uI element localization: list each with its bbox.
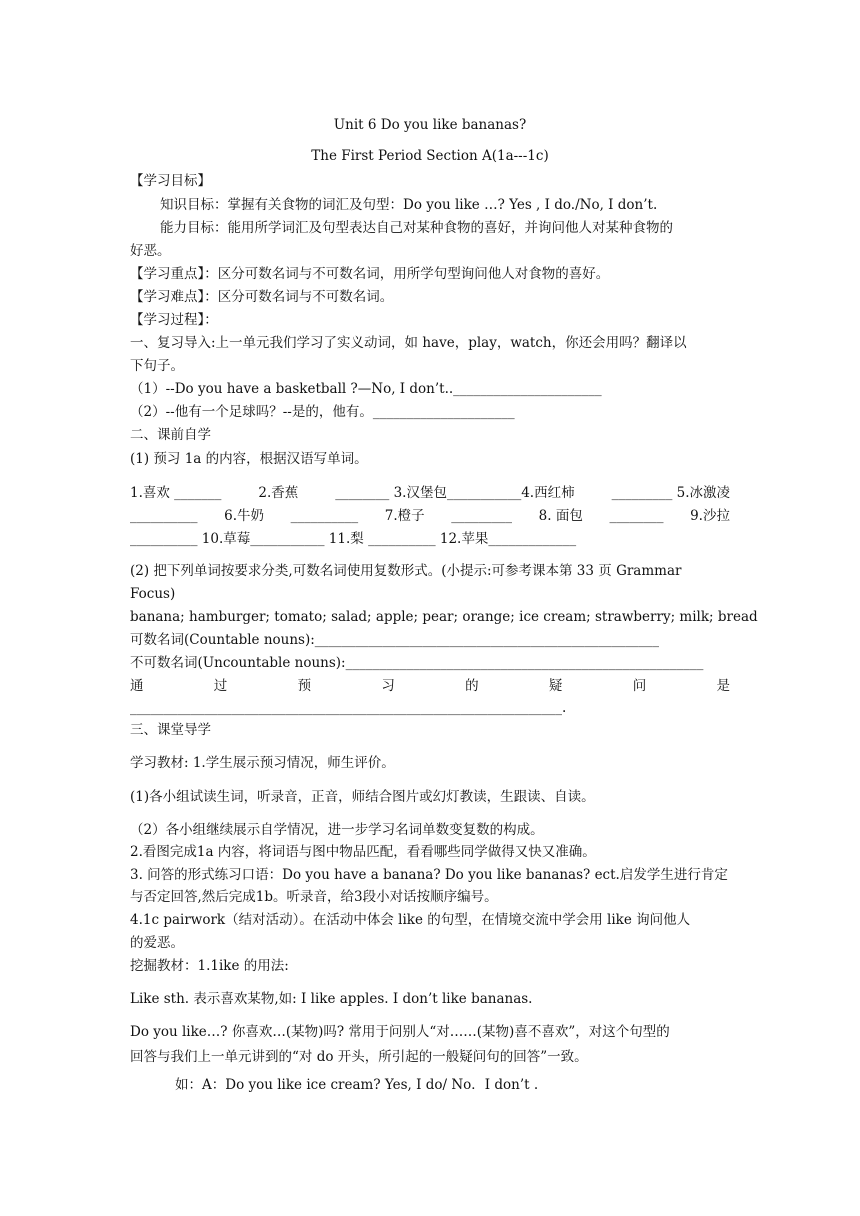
like-sth-usage: Like sth. 表示喜欢某物,如: I like apples. I don’t like bananas. [130, 991, 533, 1007]
doubt-char: 通 [130, 678, 144, 694]
oral-practice-line2: 与否定回答,然后完成1b。听录音，给3段小对话按顺序编号。 [130, 889, 498, 905]
vocab-row-3: __________ 10.草莓___________ 11.梨 __________ 12.苹果_____________ [130, 531, 577, 547]
translate-q2: （2）--他有一个足球吗？--是的，他有。_____________________ [130, 404, 515, 420]
ability-goal-line1: 能力目标：能用所学词汇及句型表达自己对某种食物的喜好，并询问他人对某种食物的 [160, 220, 673, 236]
vocab-item: 6.牛奶 [224, 508, 265, 524]
vocab-item: __________ [130, 508, 198, 524]
ability-goal-line2: 好恶。 [130, 243, 171, 259]
knowledge-goal: 知识目标：掌握有关食物的词汇及句型：Do you like …? Yes , I do./No, I don’t. [160, 197, 658, 213]
vocab-item: 2.香蕉 [258, 485, 299, 501]
vocab-row-1 [130, 485, 730, 501]
doubt-char: 问 [632, 678, 647, 694]
classify-instruction-line1: (2) 把下列单词按要求分类,可数名词使用复数形式。(小提示:可参考课本第 33 页 Grammar [130, 563, 682, 579]
doubt-line-words [130, 678, 730, 694]
reading-step: (1)各小组试读生词，听录音，正音，师结合图片或幻灯教读，生跟读、自读。 [130, 789, 595, 805]
do-you-like-line2: 回答与我们上一单元讲到的“对 do 开头，所引起的一般疑问句的回答”一致。 [130, 1049, 588, 1065]
key-points: 【学习重点】：区分可数名词与不可数名词，用所学句型询问他人对食物的喜好。 [130, 266, 610, 282]
doubt-char: 是 [716, 678, 730, 694]
vocab-item: 7.橙子 [384, 508, 425, 524]
self-study-heading: 二、课前自学 [130, 427, 211, 443]
doubt-char: 的 [465, 678, 479, 694]
vocab-item: _________ [451, 508, 513, 524]
difficulty: 【学习难点】：区分可数名词与不可数名词。 [130, 289, 394, 305]
doubt-char: 过 [213, 678, 228, 694]
vocab-item: 9.沙拉 [690, 508, 730, 524]
vocab-item: 1.喜欢 _______ [130, 485, 222, 501]
group-step: （2）各小组继续展示自学情况，进一步学习名词单数变复数的构成。 [130, 822, 544, 838]
document-title: Unit 6 Do you like bananas? [333, 117, 527, 133]
goals-heading: 【学习目标】 [130, 173, 211, 189]
vocab-row-2 [130, 508, 730, 524]
doubt-blank: ________________________________________________________________. [130, 700, 567, 716]
countable-nouns-blank: 可数名词(Countable nouns):___________________________________________________ [130, 632, 660, 648]
vocab-item: 8. 面包 [538, 508, 583, 524]
matching-step: 2.看图完成1a 内容，将词语与图中物品匹配，看看哪些同学做得又快又准确。 [130, 844, 596, 860]
doubt-char: 疑 [548, 678, 563, 694]
doubt-char: 习 [381, 678, 395, 694]
classify-instruction-line2: Focus) [130, 586, 176, 602]
process-heading: 【学习过程】： [130, 312, 218, 328]
class-guide-heading: 三、课堂导学 [130, 722, 211, 738]
example-dialogue: 如：A：Do you like ice cream? Yes, I do/ No．I don’t . [175, 1077, 539, 1093]
review-intro-line2: 下句子。 [130, 358, 184, 374]
pairwork-line1: 4.1c pairwork（结对活动）。在活动中体会 like 的句型，在情境交流中学会用 like 询问他人 [130, 912, 691, 928]
preview-instruction: (1) 预习 1a 的内容，根据汉语写单词。 [130, 451, 368, 467]
vocab-item: __________ [290, 508, 359, 524]
do-you-like-line1: Do you like…? 你喜欢…(某物)吗? 常用于问别人“对……(某物)喜不喜欢”，对这个句型的 [130, 1024, 670, 1040]
vocab-item: ________ 3.汉堡包___________4.西红柿 [335, 485, 575, 501]
pairwork-line2: 的爱恶。 [130, 935, 184, 951]
doubt-char: 预 [297, 678, 312, 694]
translate-q1: （1）--Do you have a basketball ?—No, I don’t..______________________ [130, 381, 602, 397]
word-list: banana; hamburger; tomato; salad; apple; pear; orange; ice cream; strawberry; milk; bread [130, 609, 758, 625]
vocab-item: _________ 5.冰激凌 [611, 485, 730, 501]
oral-practice-line1: 3. 问答的形式练习口语：Do you have a banana? Do you like bananas? ect.启发学生进行肯定 [130, 867, 728, 883]
review-intro-line1: 一、复习导入:上一单元我们学习了实义动词，如 have，play，watch，你还会用吗？翻译以 [130, 335, 687, 351]
document-subtitle: The First Period Section A(1a---1c) [311, 148, 549, 164]
material-step: 学习教材: 1.学生展示预习情况，师生评价。 [130, 755, 395, 771]
uncountable-nouns-blank: 不可数名词(Uncountable nouns):_____________________________________________________ [130, 655, 704, 671]
vocab-item: ________ [609, 508, 664, 524]
dig-material: 挖掘教材：1.1ike 的用法: [130, 958, 289, 974]
